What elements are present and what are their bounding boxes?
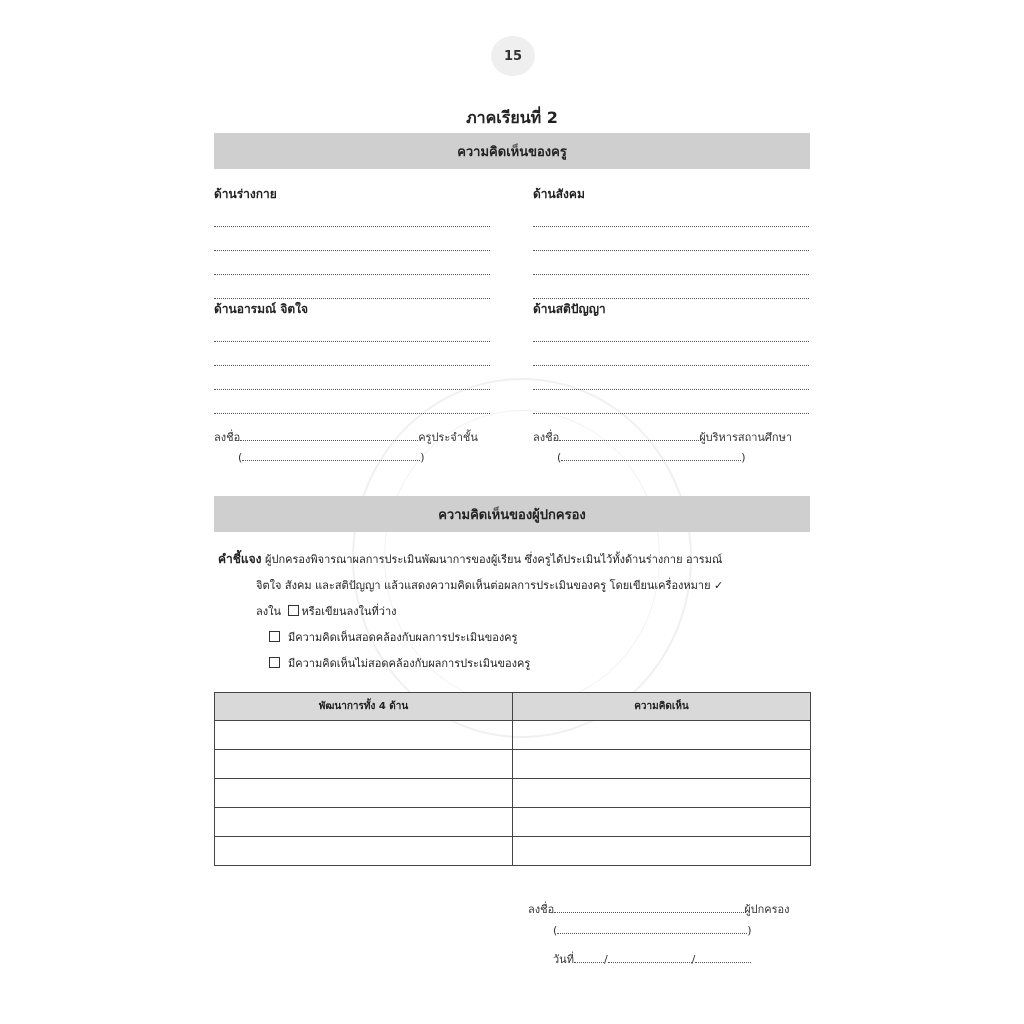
parent-signature-line[interactable] [528, 900, 790, 918]
field-intellectual [533, 300, 809, 414]
table-cell[interactable] [513, 837, 811, 866]
page-number [491, 36, 535, 76]
signature-dots [240, 431, 418, 441]
parent-comment-header [214, 496, 810, 532]
instruction-text-1: ผู้ปกครองพิจารณาผลการประเมินพัฒนาการของผู้เรียน ซึ่งครูได้ประเมินไว้ทั้งด้านร่างกาย อารมณ์ [265, 553, 723, 566]
parent-name-line[interactable] [553, 924, 752, 937]
instruction-line-3 [218, 599, 818, 625]
paren-close: ) [741, 451, 746, 464]
paren-open: ( [557, 451, 562, 464]
teacher-comment-header [214, 133, 810, 169]
writing-line[interactable] [214, 366, 490, 390]
writing-line[interactable] [214, 275, 490, 299]
column-header-development: พัฒนาการทั้ง 4 ด้าน [215, 693, 513, 721]
table-cell[interactable] [215, 779, 513, 808]
instruction-title: คำชี้แจง [218, 552, 262, 566]
writing-line[interactable] [214, 251, 490, 275]
instruction-line-1 [218, 546, 818, 573]
writing-line[interactable] [214, 342, 490, 366]
field-label-intellectual: ด้านสติปัญญา [533, 302, 606, 316]
table-cell[interactable] [513, 779, 811, 808]
teacher-signature-line[interactable] [214, 428, 478, 446]
table-row [215, 750, 811, 779]
disagree-checkbox-icon[interactable] [269, 657, 280, 668]
table-row [215, 721, 811, 750]
teacher-comment-header-text: ความคิดเห็นของครู [457, 144, 567, 160]
date-line[interactable] [553, 950, 751, 968]
writing-line[interactable] [214, 318, 490, 342]
sign-prefix: ลงชื่อ [214, 431, 241, 444]
paren-close: ) [747, 924, 752, 937]
writing-line[interactable] [214, 227, 490, 251]
writing-line[interactable] [533, 318, 809, 342]
table-row [215, 779, 811, 808]
sign-role-parent: ผู้ปกครอง [744, 903, 790, 916]
date-separator: / [603, 953, 608, 966]
name-dots [561, 451, 741, 461]
table-cell[interactable] [215, 721, 513, 750]
option-agree-label: มีความคิดเห็นสอดคล้องกับผลการประเมินของครู [288, 631, 518, 644]
table-row [215, 808, 811, 837]
writing-line[interactable] [533, 390, 809, 414]
sign-role-teacher: ครูประจำชั้น [418, 431, 478, 444]
table-cell[interactable] [215, 750, 513, 779]
paren-open: ( [553, 924, 558, 937]
table-cell[interactable] [513, 721, 811, 750]
sign-prefix: ลงชื่อ [533, 431, 560, 444]
date-separator: / [691, 953, 696, 966]
sign-prefix: ลงชื่อ [528, 903, 555, 916]
table-header-row [215, 693, 811, 721]
option-disagree-label: มีความคิดเห็นไม่สอดคล้องกับผลการประเมินของครู [288, 657, 531, 670]
paren-open: ( [238, 451, 243, 464]
paren-close: ) [420, 451, 425, 464]
table-cell[interactable] [215, 808, 513, 837]
writing-line[interactable] [533, 203, 809, 227]
field-label-physical: ด้านร่างกาย [214, 187, 277, 201]
writing-line[interactable] [533, 366, 809, 390]
admin-signature-line[interactable] [533, 428, 792, 446]
writing-line[interactable] [533, 275, 809, 299]
sign-role-admin: ผู้บริหารสถานศึกษา [699, 431, 792, 444]
checkbox-icon [288, 605, 299, 616]
year-dots [695, 953, 751, 963]
table-cell[interactable] [215, 837, 513, 866]
signature-dots [559, 431, 699, 441]
month-dots [608, 953, 692, 963]
teacher-name-line[interactable] [238, 451, 425, 464]
writing-line[interactable] [533, 342, 809, 366]
instruction-text-3b: หรือเขียนลงในที่ว่าง [301, 605, 397, 618]
table-cell[interactable] [513, 750, 811, 779]
day-dots [574, 953, 604, 963]
writing-line[interactable] [533, 251, 809, 275]
writing-line[interactable] [533, 227, 809, 251]
option-agree[interactable] [218, 625, 818, 651]
field-social [533, 185, 809, 299]
option-disagree[interactable] [218, 651, 818, 677]
column-header-opinion: ความคิดเห็น [513, 693, 811, 721]
writing-line[interactable] [214, 203, 490, 227]
agree-checkbox-icon[interactable] [269, 631, 280, 642]
admin-name-line[interactable] [557, 451, 746, 464]
table-cell[interactable] [513, 808, 811, 837]
field-label-social: ด้านสังคม [533, 187, 585, 201]
instruction-text-3a: ลงใน [256, 605, 282, 618]
instruction-line-2: จิตใจ สังคม และสติปัญญา แล้วแสดงความคิดเห็นต่อผลการประเมินของครู โดยเขียนเครื่องหมาย ✓ [256, 579, 724, 592]
term-title: ภาคเรียนที่ 2 [466, 108, 558, 127]
writing-line[interactable] [214, 390, 490, 414]
assessment-table [214, 692, 811, 866]
table-row [215, 837, 811, 866]
field-physical [214, 185, 490, 299]
page-number-text: 15 [503, 48, 523, 64]
instructions [218, 546, 818, 677]
field-label-emotional: ด้านอารมณ์ จิตใจ [214, 302, 309, 316]
name-dots [557, 924, 747, 934]
date-label: วันที่ [553, 953, 574, 966]
field-emotional [214, 300, 490, 414]
name-dots [242, 451, 420, 461]
signature-dots [554, 903, 744, 913]
parent-comment-header-text: ความคิดเห็นของผู้ปกครอง [438, 507, 586, 523]
